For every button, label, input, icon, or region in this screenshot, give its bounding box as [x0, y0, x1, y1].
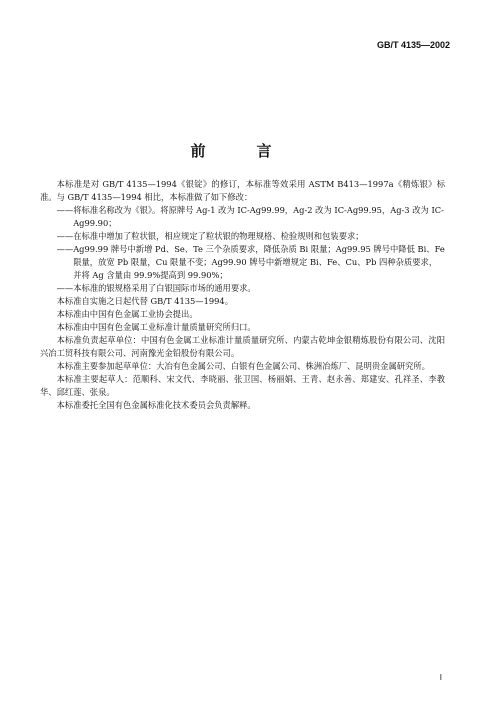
- proposer-note: 本标准由中国有色金属工业协会提出。: [56, 309, 198, 319]
- replacement-note: 本标准自实施之日起代替 GB/T 4135—1994。: [56, 296, 234, 306]
- document-body: [40, 178, 445, 412]
- change-item: ——在标准中增加了粒状银，相应规定了粒状银的物理规格、检验规则和包装要求；: [56, 231, 364, 241]
- page-number: I: [439, 673, 442, 682]
- main-drafters: 本标准主要起草人：范顺科、宋文代、李晓丽、张卫国、杨丽娟、王青、赵永善、郑建安、孔祥圣、李教华、邱红莲、张泉。: [40, 374, 445, 397]
- intro-paragraph: 本标准是对 GB/T 4135—1994《银锭》的修订，本标准等效采用 ASTM B413—1997a《精炼银》标准。与 GB/T 4135—1994 相比，本标准做了如下修改：: [40, 179, 445, 202]
- page-title: 前 言: [190, 142, 290, 160]
- change-item: ——本标准的银规格采用了白银国际市场的通用要求。: [56, 283, 256, 293]
- change-item: ——Ag99.99 牌号中新增 Pd、Se、Te 三个杂质要求，降低杂质 Bi 限量；Ag99.95 牌号中降低 Bi、Fe 限量，放宽 Pb 限量，Cu 限量不变；Ag99.90 牌号中新增规定 Bi、Fe、Cu、Pb 四种杂质要求，并将 Ag 含量由 99.9%提高到 99.90%；: [56, 244, 445, 280]
- standard-code: GB/T 4135—2002: [376, 40, 450, 50]
- participating-units: 本标准主要参加起草单位：大冶有色金属公司、白银有色金属公司、株洲冶炼厂、昆明贵金属研究所。: [56, 361, 430, 371]
- change-item: ——将标准名称改为《银》。将原牌号 Ag-1 改为 IC-Ag99.99，Ag-2 改为 IC-Ag99.95，Ag-3 改为 IC-Ag99.90；: [56, 205, 444, 228]
- responsible-note: 本标准由中国有色金属工业标准计量质量研究所归口。: [56, 322, 256, 332]
- drafting-unit: 本标准负责起草单位：中国有色金属工业标准计量质量研究所、内蒙古乾坤金银精炼股份有限公司、沈阳兴冶工贸科技有限公司、河南豫光金铅股份有限公司。: [40, 335, 445, 358]
- interpretation-note: 本标准委托全国有色金属标准化技术委员会负责解释。: [56, 400, 256, 410]
